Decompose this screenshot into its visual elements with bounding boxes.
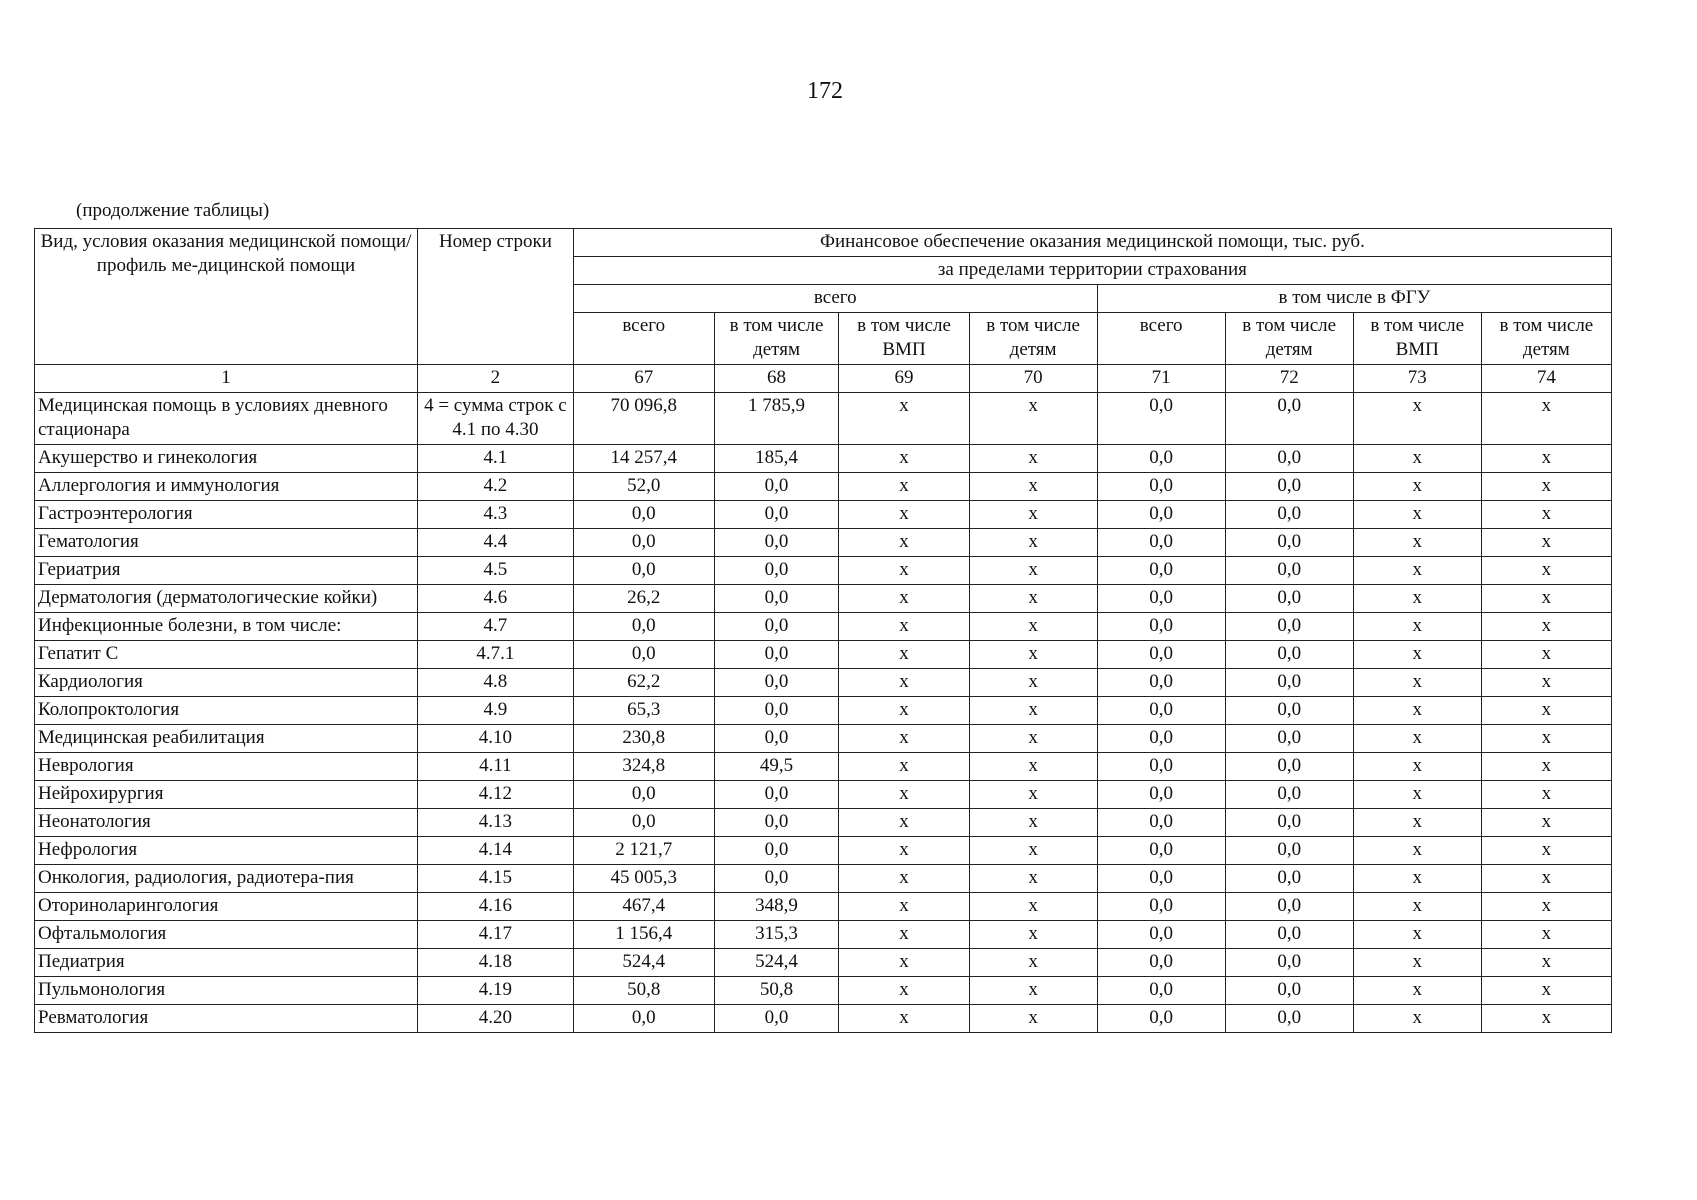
table-body bbox=[35, 393, 1612, 1033]
value-cell-col-67: 62,2 bbox=[573, 669, 714, 697]
value-cell-col-74: х bbox=[1481, 445, 1611, 473]
value-cell-col-68: 0,0 bbox=[714, 837, 839, 865]
value-cell-col-73: х bbox=[1353, 837, 1481, 865]
header-total-group: всего bbox=[573, 285, 1097, 313]
value-cell-col-72: 0,0 bbox=[1225, 585, 1353, 613]
value-cell-col-71: 0,0 bbox=[1097, 641, 1225, 669]
value-cell-col-74: х bbox=[1481, 949, 1611, 977]
value-cell-col-70: х bbox=[969, 473, 1097, 501]
value-cell-col-70: х bbox=[969, 613, 1097, 641]
value-cell-col-72: 0,0 bbox=[1225, 949, 1353, 977]
value-cell-col-69: х bbox=[839, 865, 969, 893]
value-cell-col-68: 0,0 bbox=[714, 641, 839, 669]
column-number-cell: 71 bbox=[1097, 365, 1225, 393]
table-row bbox=[35, 725, 1612, 753]
value-cell-col-72: 0,0 bbox=[1225, 977, 1353, 1005]
value-cell-col-70: х bbox=[969, 865, 1097, 893]
value-cell-col-72: 0,0 bbox=[1225, 725, 1353, 753]
value-cell-col-68: 348,9 bbox=[714, 893, 839, 921]
value-cell-col-69: х bbox=[839, 585, 969, 613]
value-cell-col-74: х bbox=[1481, 585, 1611, 613]
row-number-cell: 4.3 bbox=[418, 501, 574, 529]
value-cell-col-73: х bbox=[1353, 697, 1481, 725]
row-number-cell: 4.11 bbox=[418, 753, 574, 781]
value-cell-col-72: 0,0 bbox=[1225, 613, 1353, 641]
row-number-cell: 4.4 bbox=[418, 529, 574, 557]
financing-table bbox=[34, 228, 1612, 1033]
value-cell-col-69: х bbox=[839, 949, 969, 977]
column-number-cell: 68 bbox=[714, 365, 839, 393]
value-cell-col-72: 0,0 bbox=[1225, 529, 1353, 557]
value-cell-col-70: х bbox=[969, 753, 1097, 781]
table-row bbox=[35, 753, 1612, 781]
value-cell-col-69: х bbox=[839, 613, 969, 641]
table-header bbox=[35, 229, 1612, 393]
column-number-cell: 1 bbox=[35, 365, 418, 393]
value-cell-col-71: 0,0 bbox=[1097, 921, 1225, 949]
value-cell-col-67: 50,8 bbox=[573, 977, 714, 1005]
value-cell-col-74: х bbox=[1481, 837, 1611, 865]
value-cell-col-67: 324,8 bbox=[573, 753, 714, 781]
value-cell-col-69: х bbox=[839, 641, 969, 669]
value-cell-col-71: 0,0 bbox=[1097, 669, 1225, 697]
value-cell-col-67: 2 121,7 bbox=[573, 837, 714, 865]
header-sub-col-68: в том числе детям bbox=[714, 313, 839, 365]
value-cell-col-73: х bbox=[1353, 669, 1481, 697]
table-row bbox=[35, 865, 1612, 893]
value-cell-col-71: 0,0 bbox=[1097, 501, 1225, 529]
value-cell-col-71: 0,0 bbox=[1097, 809, 1225, 837]
header-col-rownum: Номер строки bbox=[418, 229, 574, 365]
continuation-note: (продолжение таблицы) bbox=[76, 200, 270, 221]
value-cell-col-70: х bbox=[969, 501, 1097, 529]
value-cell-col-71: 0,0 bbox=[1097, 697, 1225, 725]
value-cell-col-74: х bbox=[1481, 921, 1611, 949]
value-cell-col-68: 0,0 bbox=[714, 697, 839, 725]
column-number-cell: 73 bbox=[1353, 365, 1481, 393]
value-cell-col-67: 467,4 bbox=[573, 893, 714, 921]
value-cell-col-67: 230,8 bbox=[573, 725, 714, 753]
row-name-cell: Аллергология и иммунология bbox=[35, 473, 418, 501]
value-cell-col-71: 0,0 bbox=[1097, 753, 1225, 781]
value-cell-col-69: х bbox=[839, 921, 969, 949]
value-cell-col-69: х bbox=[839, 697, 969, 725]
table-row bbox=[35, 697, 1612, 725]
row-name-cell: Гепатит С bbox=[35, 641, 418, 669]
value-cell-col-71: 0,0 bbox=[1097, 613, 1225, 641]
value-cell-col-74: х bbox=[1481, 1005, 1611, 1033]
value-cell-col-74: х bbox=[1481, 781, 1611, 809]
row-number-cell: 4.17 bbox=[418, 921, 574, 949]
table-row bbox=[35, 529, 1612, 557]
row-number-cell: 4 = сумма строк с 4.1 по 4.30 bbox=[418, 393, 574, 445]
header-sub-col-67: всего bbox=[573, 313, 714, 365]
table-row bbox=[35, 1005, 1612, 1033]
value-cell-col-69: х bbox=[839, 725, 969, 753]
value-cell-col-74: х bbox=[1481, 473, 1611, 501]
value-cell-col-71: 0,0 bbox=[1097, 1005, 1225, 1033]
value-cell-col-68: 49,5 bbox=[714, 753, 839, 781]
row-number-cell: 4.7.1 bbox=[418, 641, 574, 669]
value-cell-col-74: х bbox=[1481, 669, 1611, 697]
value-cell-col-72: 0,0 bbox=[1225, 697, 1353, 725]
value-cell-col-74: х bbox=[1481, 557, 1611, 585]
value-cell-col-68: 0,0 bbox=[714, 1005, 839, 1033]
value-cell-col-73: х bbox=[1353, 529, 1481, 557]
value-cell-col-74: х bbox=[1481, 529, 1611, 557]
value-cell-col-68: 0,0 bbox=[714, 613, 839, 641]
value-cell-col-73: х bbox=[1353, 641, 1481, 669]
value-cell-col-74: х bbox=[1481, 641, 1611, 669]
row-name-cell: Неврология bbox=[35, 753, 418, 781]
value-cell-col-67: 14 257,4 bbox=[573, 445, 714, 473]
header-col-name: Вид, условия оказания медицинской помощи/ профиль ме-дицинской помощи bbox=[35, 229, 418, 365]
value-cell-col-73: х bbox=[1353, 781, 1481, 809]
row-name-cell: Гастроэнтерология bbox=[35, 501, 418, 529]
value-cell-col-70: х bbox=[969, 921, 1097, 949]
table-row bbox=[35, 809, 1612, 837]
value-cell-col-71: 0,0 bbox=[1097, 445, 1225, 473]
row-name-cell: Офтальмология bbox=[35, 921, 418, 949]
value-cell-col-70: х bbox=[969, 585, 1097, 613]
row-name-cell: Медицинская реабилитация bbox=[35, 725, 418, 753]
column-number-cell: 69 bbox=[839, 365, 969, 393]
value-cell-col-74: х bbox=[1481, 393, 1611, 445]
row-name-cell: Гематология bbox=[35, 529, 418, 557]
row-number-cell: 4.10 bbox=[418, 725, 574, 753]
header-fgu-group: в том числе в ФГУ bbox=[1097, 285, 1611, 313]
value-cell-col-73: х bbox=[1353, 613, 1481, 641]
value-cell-col-72: 0,0 bbox=[1225, 473, 1353, 501]
value-cell-col-72: 0,0 bbox=[1225, 1005, 1353, 1033]
header-sub-col-70: в том числе детям bbox=[969, 313, 1097, 365]
table-row bbox=[35, 501, 1612, 529]
value-cell-col-72: 0,0 bbox=[1225, 669, 1353, 697]
value-cell-col-73: х bbox=[1353, 809, 1481, 837]
value-cell-col-70: х bbox=[969, 725, 1097, 753]
value-cell-col-72: 0,0 bbox=[1225, 893, 1353, 921]
table-row bbox=[35, 781, 1612, 809]
table-row bbox=[35, 393, 1612, 445]
row-name-cell: Педиатрия bbox=[35, 949, 418, 977]
row-number-cell: 4.13 bbox=[418, 809, 574, 837]
value-cell-col-72: 0,0 bbox=[1225, 501, 1353, 529]
row-number-cell: 4.19 bbox=[418, 977, 574, 1005]
header-sub-col-74: в том числе детям bbox=[1481, 313, 1611, 365]
value-cell-col-70: х bbox=[969, 669, 1097, 697]
value-cell-col-67: 0,0 bbox=[573, 501, 714, 529]
value-cell-col-68: 0,0 bbox=[714, 725, 839, 753]
value-cell-col-69: х bbox=[839, 837, 969, 865]
table-row bbox=[35, 893, 1612, 921]
value-cell-col-68: 0,0 bbox=[714, 669, 839, 697]
value-cell-col-71: 0,0 bbox=[1097, 865, 1225, 893]
header-sub-col-71: всего bbox=[1097, 313, 1225, 365]
row-number-cell: 4.15 bbox=[418, 865, 574, 893]
value-cell-col-69: х bbox=[839, 393, 969, 445]
table-row bbox=[35, 585, 1612, 613]
row-number-cell: 4.5 bbox=[418, 557, 574, 585]
value-cell-col-69: х bbox=[839, 473, 969, 501]
value-cell-col-68: 0,0 bbox=[714, 865, 839, 893]
row-name-cell: Гериатрия bbox=[35, 557, 418, 585]
value-cell-col-69: х bbox=[839, 529, 969, 557]
value-cell-col-67: 524,4 bbox=[573, 949, 714, 977]
row-name-cell: Неонатология bbox=[35, 809, 418, 837]
row-name-cell: Оториноларингология bbox=[35, 893, 418, 921]
header-outside-territory: за пределами территории страхования bbox=[573, 257, 1611, 285]
value-cell-col-71: 0,0 bbox=[1097, 393, 1225, 445]
table-row bbox=[35, 921, 1612, 949]
value-cell-col-67: 0,0 bbox=[573, 613, 714, 641]
table-row bbox=[35, 837, 1612, 865]
header-sub-col-73: в том числе ВМП bbox=[1353, 313, 1481, 365]
value-cell-col-74: х bbox=[1481, 809, 1611, 837]
row-number-cell: 4.20 bbox=[418, 1005, 574, 1033]
value-cell-col-74: х bbox=[1481, 697, 1611, 725]
value-cell-col-71: 0,0 bbox=[1097, 949, 1225, 977]
column-number-cell: 72 bbox=[1225, 365, 1353, 393]
value-cell-col-73: х bbox=[1353, 865, 1481, 893]
value-cell-col-74: х bbox=[1481, 613, 1611, 641]
value-cell-col-73: х bbox=[1353, 585, 1481, 613]
value-cell-col-67: 0,0 bbox=[573, 557, 714, 585]
value-cell-col-70: х bbox=[969, 837, 1097, 865]
value-cell-col-68: 185,4 bbox=[714, 445, 839, 473]
value-cell-col-71: 0,0 bbox=[1097, 977, 1225, 1005]
value-cell-col-70: х bbox=[969, 529, 1097, 557]
column-number-cell: 70 bbox=[969, 365, 1097, 393]
value-cell-col-72: 0,0 bbox=[1225, 865, 1353, 893]
value-cell-col-70: х bbox=[969, 949, 1097, 977]
value-cell-col-70: х bbox=[969, 641, 1097, 669]
value-cell-col-67: 1 156,4 bbox=[573, 921, 714, 949]
table-row bbox=[35, 557, 1612, 585]
value-cell-col-69: х bbox=[839, 501, 969, 529]
row-number-cell: 4.18 bbox=[418, 949, 574, 977]
row-number-cell: 4.7 bbox=[418, 613, 574, 641]
value-cell-col-68: 0,0 bbox=[714, 473, 839, 501]
value-cell-col-68: 0,0 bbox=[714, 529, 839, 557]
value-cell-col-68: 0,0 bbox=[714, 809, 839, 837]
value-cell-col-72: 0,0 bbox=[1225, 557, 1353, 585]
value-cell-col-69: х bbox=[839, 753, 969, 781]
value-cell-col-71: 0,0 bbox=[1097, 893, 1225, 921]
value-cell-col-69: х bbox=[839, 445, 969, 473]
value-cell-col-71: 0,0 bbox=[1097, 837, 1225, 865]
value-cell-col-73: х bbox=[1353, 1005, 1481, 1033]
row-name-cell: Нефрология bbox=[35, 837, 418, 865]
value-cell-col-68: 315,3 bbox=[714, 921, 839, 949]
column-number-cell: 74 bbox=[1481, 365, 1611, 393]
value-cell-col-71: 0,0 bbox=[1097, 585, 1225, 613]
table-row bbox=[35, 977, 1612, 1005]
value-cell-col-72: 0,0 bbox=[1225, 781, 1353, 809]
value-cell-col-73: х bbox=[1353, 473, 1481, 501]
value-cell-col-73: х bbox=[1353, 921, 1481, 949]
value-cell-col-70: х bbox=[969, 697, 1097, 725]
value-cell-col-69: х bbox=[839, 893, 969, 921]
row-name-cell: Пульмонология bbox=[35, 977, 418, 1005]
value-cell-col-74: х bbox=[1481, 725, 1611, 753]
value-cell-col-67: 0,0 bbox=[573, 809, 714, 837]
row-name-cell: Кардиология bbox=[35, 669, 418, 697]
value-cell-col-73: х bbox=[1353, 557, 1481, 585]
value-cell-col-67: 52,0 bbox=[573, 473, 714, 501]
table-row bbox=[35, 641, 1612, 669]
row-number-cell: 4.1 bbox=[418, 445, 574, 473]
value-cell-col-68: 0,0 bbox=[714, 501, 839, 529]
value-cell-col-67: 0,0 bbox=[573, 641, 714, 669]
row-name-cell: Медицинская помощь в условиях дневного стационара bbox=[35, 393, 418, 445]
value-cell-col-72: 0,0 bbox=[1225, 445, 1353, 473]
value-cell-col-73: х bbox=[1353, 445, 1481, 473]
value-cell-col-71: 0,0 bbox=[1097, 725, 1225, 753]
value-cell-col-72: 0,0 bbox=[1225, 641, 1353, 669]
value-cell-col-67: 65,3 bbox=[573, 697, 714, 725]
value-cell-col-69: х bbox=[839, 809, 969, 837]
row-name-cell: Нейрохирургия bbox=[35, 781, 418, 809]
value-cell-col-71: 0,0 bbox=[1097, 473, 1225, 501]
value-cell-col-67: 26,2 bbox=[573, 585, 714, 613]
value-cell-col-74: х bbox=[1481, 501, 1611, 529]
value-cell-col-70: х bbox=[969, 809, 1097, 837]
value-cell-col-68: 524,4 bbox=[714, 949, 839, 977]
value-cell-col-67: 0,0 bbox=[573, 781, 714, 809]
value-cell-col-73: х bbox=[1353, 393, 1481, 445]
table-row bbox=[35, 473, 1612, 501]
value-cell-col-70: х bbox=[969, 893, 1097, 921]
table-row bbox=[35, 949, 1612, 977]
value-cell-col-72: 0,0 bbox=[1225, 809, 1353, 837]
row-number-cell: 4.2 bbox=[418, 473, 574, 501]
header-financing: Финансовое обеспечение оказания медицинской помощи, тыс. руб. bbox=[573, 229, 1611, 257]
row-number-cell: 4.9 bbox=[418, 697, 574, 725]
value-cell-col-72: 0,0 bbox=[1225, 393, 1353, 445]
header-sub-col-72: в том числе детям bbox=[1225, 313, 1353, 365]
value-cell-col-68: 1 785,9 bbox=[714, 393, 839, 445]
value-cell-col-71: 0,0 bbox=[1097, 529, 1225, 557]
value-cell-col-68: 50,8 bbox=[714, 977, 839, 1005]
row-number-cell: 4.16 bbox=[418, 893, 574, 921]
value-cell-col-70: х bbox=[969, 557, 1097, 585]
value-cell-col-67: 70 096,8 bbox=[573, 393, 714, 445]
column-number-cell: 2 bbox=[418, 365, 574, 393]
column-number-cell: 67 bbox=[573, 365, 714, 393]
value-cell-col-68: 0,0 bbox=[714, 781, 839, 809]
value-cell-col-70: х bbox=[969, 781, 1097, 809]
row-number-cell: 4.14 bbox=[418, 837, 574, 865]
value-cell-col-67: 0,0 bbox=[573, 529, 714, 557]
value-cell-col-74: х bbox=[1481, 977, 1611, 1005]
value-cell-col-69: х bbox=[839, 1005, 969, 1033]
value-cell-col-71: 0,0 bbox=[1097, 557, 1225, 585]
value-cell-col-69: х bbox=[839, 557, 969, 585]
row-name-cell: Инфекционные болезни, в том числе: bbox=[35, 613, 418, 641]
value-cell-col-72: 0,0 bbox=[1225, 921, 1353, 949]
value-cell-col-74: х bbox=[1481, 893, 1611, 921]
row-name-cell: Акушерство и гинекология bbox=[35, 445, 418, 473]
value-cell-col-73: х bbox=[1353, 725, 1481, 753]
header-sub-col-69: в том числе ВМП bbox=[839, 313, 969, 365]
row-name-cell: Колопроктология bbox=[35, 697, 418, 725]
value-cell-col-73: х bbox=[1353, 753, 1481, 781]
row-number-cell: 4.6 bbox=[418, 585, 574, 613]
value-cell-col-71: 0,0 bbox=[1097, 781, 1225, 809]
table-row bbox=[35, 613, 1612, 641]
value-cell-col-69: х bbox=[839, 977, 969, 1005]
value-cell-col-72: 0,0 bbox=[1225, 753, 1353, 781]
value-cell-col-74: х bbox=[1481, 753, 1611, 781]
value-cell-col-73: х bbox=[1353, 949, 1481, 977]
value-cell-col-68: 0,0 bbox=[714, 585, 839, 613]
value-cell-col-67: 45 005,3 bbox=[573, 865, 714, 893]
value-cell-col-68: 0,0 bbox=[714, 557, 839, 585]
row-number-cell: 4.8 bbox=[418, 669, 574, 697]
row-name-cell: Онкология, радиология, радиотера-пия bbox=[35, 865, 418, 893]
value-cell-col-72: 0,0 bbox=[1225, 837, 1353, 865]
value-cell-col-67: 0,0 bbox=[573, 1005, 714, 1033]
value-cell-col-70: х bbox=[969, 977, 1097, 1005]
table-row bbox=[35, 445, 1612, 473]
row-name-cell: Дерматология (дерматологические койки) bbox=[35, 585, 418, 613]
table-row bbox=[35, 669, 1612, 697]
value-cell-col-73: х bbox=[1353, 893, 1481, 921]
value-cell-col-70: х bbox=[969, 445, 1097, 473]
row-name-cell: Ревматология bbox=[35, 1005, 418, 1033]
value-cell-col-74: х bbox=[1481, 865, 1611, 893]
row-number-cell: 4.12 bbox=[418, 781, 574, 809]
page-number: 172 bbox=[807, 78, 843, 104]
value-cell-col-70: х bbox=[969, 393, 1097, 445]
value-cell-col-69: х bbox=[839, 781, 969, 809]
value-cell-col-73: х bbox=[1353, 977, 1481, 1005]
value-cell-col-70: х bbox=[969, 1005, 1097, 1033]
value-cell-col-73: х bbox=[1353, 501, 1481, 529]
value-cell-col-69: х bbox=[839, 669, 969, 697]
